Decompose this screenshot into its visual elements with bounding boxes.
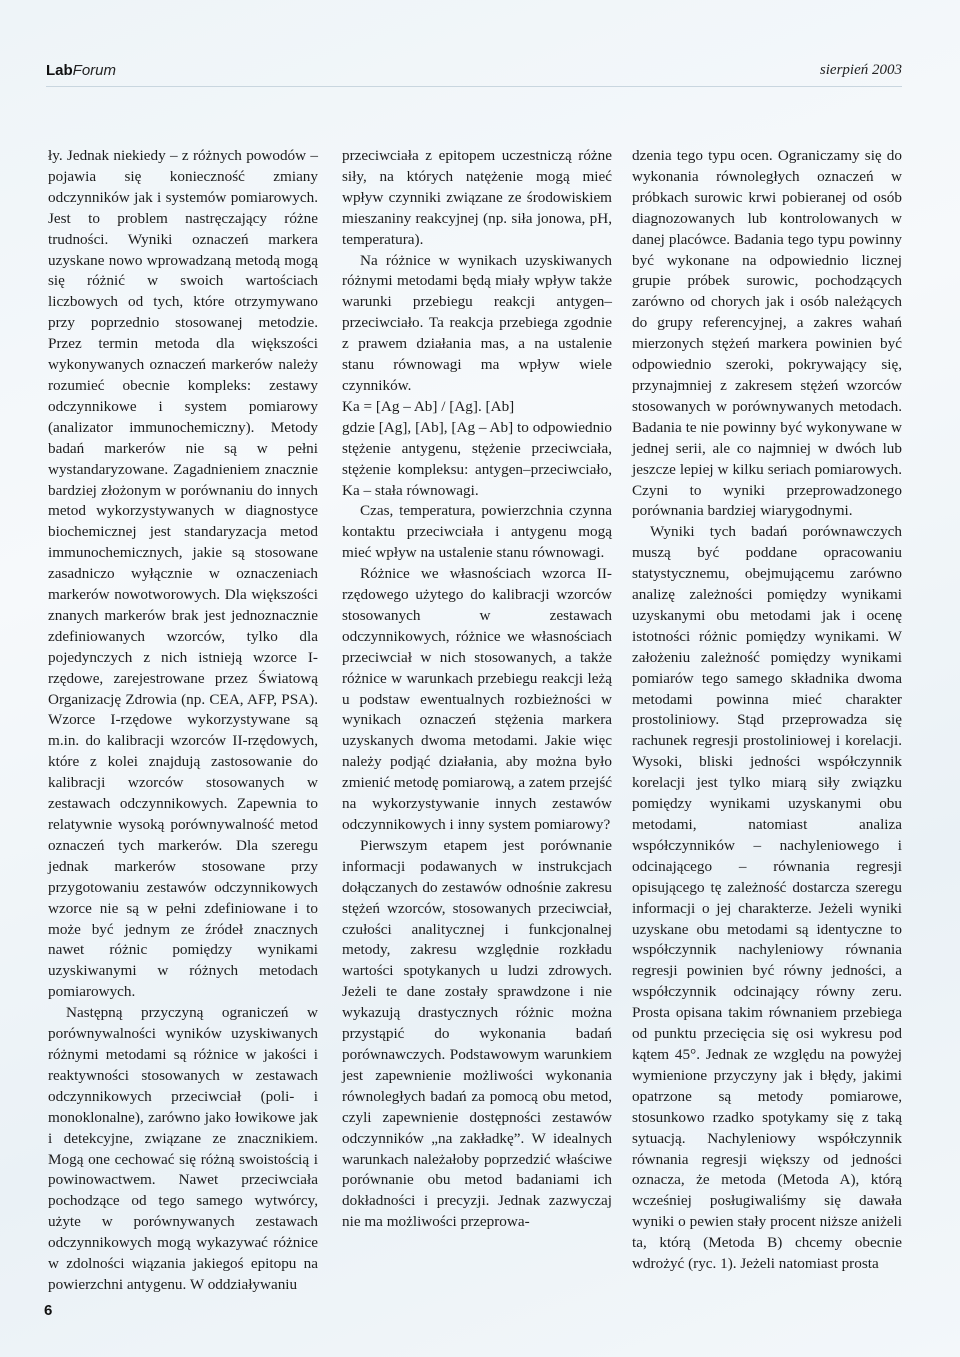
page-number: 6 [44, 1302, 53, 1319]
paragraph: Wyniki tych badań porównawczych muszą być poddane opracowaniu statystycznemu, obejmującemu zarówno analizę zależności pomiędzy wynikami uzyskanymi obu metodami jak i ocenę istotności różnic pomiędzy wynikami. W założeniu zależność pomiędzy wynikami pomiarów tego samego składnika dwoma metodami powinna mieć charakter prostoliniowy. Stąd przeprowadza się rachunek regresji prostoliniowej i korelacji. Wysoki, bliski jedności współczynnik korelacji jest tylko miarą siły związku pomiędzy wynikami uzyskanymi obu metodami, natomiast analiza współczynników – nachyleniowego i odcinającego – równania regresji opisującego tę zależność dostarcza szeregu informacji o jej charakterze. Jeżeli wyniki uzyskane obu metodami są identyczne to współczynnik nachyleniowy równania regresji powinien być równy jedności, a współczynnik odcinający równy zeru. Prosta opisana takim równaniem przebiega od punktu przecięcia się osi wykresu pod kątem 45°. Jednak ze względu na powyżej wymienione przyczyny jak i błędy, jakimi opatrzone są metody pomiarowe, stosunkowo rzadko spotykamy się z taką sytuacją. Nachyleniowy współczynnik równania regresji większy od jedności oznacza, że metoda (Metoda A), którą wcześniej posługiwaliśmy się dawała wyniki o pewien stały procent niższe aniżeli ta, którą (Metoda B) chcemy obecnie wdrożyć (ryc. 1). Jeżeli natomiast prosta [632, 523, 902, 1273]
paragraph: Pierwszym etapem jest porównanie informacji podawanych w instrukcjach dołączanych do zestawów odnośnie zakresu stężeń wzorców, stosowanych przeciwciał, czułości analitycznej i funkcjonalnej metody, zakresu względnie rozkładu wartości spotykanych u ludzi zdrowych. Jeżeli te dane zostały sprawdzone i nie wykazują drastycznych różnic można przystąpić do wykonania badań porównawczych. Podstawowym warunkiem jest zapewnienie możliwości wykonania równoległych badań za pomocą obu metod, czyli zapewnienie dostępności zestawów odczynników „na zakładkę”. W idealnych warunkach należałoby poprzedzić właściwe porównanie obu metod badaniami ich dokładności i precyzji. Jednak zazwyczaj nie ma możliwości przeprowa- [342, 836, 612, 1231]
brand-logo [46, 62, 116, 79]
paragraph: Następną przyczyną ograniczeń w porównywalności wyników uzyskiwanych różnymi metodami są różnice w jakości i reaktywności stosowanych w zestawach odczynnikowych przeciwciał (poli- i monoklonalne), zarówno jako łowikowe jak i detekcyjne, związane ze znacznikiem. Mogą one cechować się różną swoistością i powinowactwem. Nawet przeciwciała pochodzące od tego samego wytwórcy, użyte w porównywanych zestawach odczynnikowych mogą wykazywać różnice w zdolności wiązania jakiegoś epitopu na powierzchni antygenu. W oddziaływaniu [48, 1004, 318, 1293]
text-column-1 [48, 146, 318, 1296]
paragraph: Czas, temperatura, powierzchnia czynna kontaktu przeciwciała i antygenu mogą mieć wpływ na ustalenie stanu równowagi. [342, 502, 612, 562]
page-header [46, 62, 902, 84]
equation: Ka = [Ag – Ab] / [Ag]. [Ab] [342, 397, 515, 415]
paragraph: dzenia tego typu ocen. Ograniczamy się do wykonania równoległych oznaczeń w próbkach surowic krwi pobieranej od osób diagnozowanych lub kontrolowanych w danej placówce. Badania tego typu powinny być wykonane na odpowiednio licznej grupie próbek surowic, pochodzących zarówno od chorych jak i osób należących do grupy referencyjnej, a zakres wahań mierzonych stężeń markera powinien być odpowiednio szeroki, pokrywający się, przynajmniej z zakresem stężeń wzorców stosowanych w porównywanych metodach. Badania te nie powinny być wykonywane w jednej serii, ale co najmniej w dwóch lub jeszcze lepiej w kilku seriach pomiarowych. Czyni to wyniki przeprowadzonego porównania bardziej wiarygodnymi. [632, 147, 902, 520]
paragraph: gdzie [Ag], [Ab], [Ag – Ab] to odpowiednio stężenie antygenu, stężenie przeciwciała, stężenie kompleksu: antygen–przeciwciało, Ka – stała równowagi. [342, 418, 612, 499]
paragraph: Różnice we własnościach wzorca II-rzędowego użytego do kalibracji wzorców stosowanych w zestawach odczynnikowych, różnice we własnościach przeciwciał w nich stosowanych, a także różnice w warunkach przebiegu reakcji leżą u podstaw ewentualnych rozbieżności w wynikach oznaczeń stężenia markera uzyskanych dwoma metodami. Jakie więc należy podjąć działania, aby można było zmienić metodę pomiarową, a zatem przejść na wykorzystywanie innych zestawów odczynnikowych i inny system pomiarowy? [342, 565, 612, 833]
paragraph: przeciwciała z epitopem uczestniczą różne siły, na których natężenie mogą mieć wpływ czynniki związane ze środowiskiem mieszaniny reakcyjnej (np. siła jonowa, pH, temperatura). [342, 147, 612, 248]
text-column-3 [632, 146, 902, 1275]
brand-forum: Forum [72, 62, 117, 79]
issue-date: sierpień 2003 [819, 62, 902, 78]
header-rule [46, 86, 902, 87]
paragraph: Na różnice w wynikach uzyskiwanych różnymi metodami będą miały wpływ także warunki przebiegu reakcji antygen– przeciwciało. Ta reakcja przebiega zgodnie z prawem działania mas, a na ustalenie stanu równowagi ma wpływ wiele czynników. [342, 251, 612, 394]
paragraph: ły. Jednak niekiedy – z różnych powodów – pojawia się konieczność zmiany odczynników jak i systemów pomiarowych. Jest to problem nastręczający różne trudności. Wyniki oznaczeń markera uzyskane nowo wprowadzaną metodą mogą się różnić w swoich wartościach liczbowych od tych, które otrzymywano przy poprzednio stosowanej metodzie. Przez termin metoda dla większości wykonywanych oznaczeń markerów należy rozumieć obecnie kompleks: zestawy odczynnikowe i system pomiarowy (analizator immunochemiczny). Metody badań markerów nie są w pełni wystandaryzowane. Zagadnieniem znacznie bardziej złożonym w porównaniu do innych metod wykorzystywanych w diagnostyce biochemicznej jest standaryzacja metod immunochemicznych, jakie są stosowane zasadniczo wyłącznie w oznaczeniach markerów nowotworowych. Dla większości znanych markerów brak jest jednoznacznie zdefiniowanych wzorców, tylko dla pojedynczych z nich istnieją wzorce I-rzędowe, zarejestrowane przez Światową Organizację Zdrowia (np. CEA, AFP, PSA). Wzorce I-rzędowe wykorzystywane są m.in. do kalibracji wzorców II-rzędowych, które z kolei znajdują zastosowanie do kalibracji wzorców stosowanych w zestawach odczynnikowych. Zapewnia to relatywnie wysoką porównywalność metod oznaczeń tych markerów. Dla szeregu jednak markerów stosowane przy przygotowaniu zestawów odczynnikowych wzorce nie są w pełni zdefiniowane i to może być jednym ze źródeł znacznych nawet różnic pomiędzy wynikami uzyskiwanymi w różnych metodach pomiarowych. [48, 147, 318, 1001]
brand-lab: Lab [46, 62, 73, 79]
text-column-2 [342, 146, 612, 1233]
